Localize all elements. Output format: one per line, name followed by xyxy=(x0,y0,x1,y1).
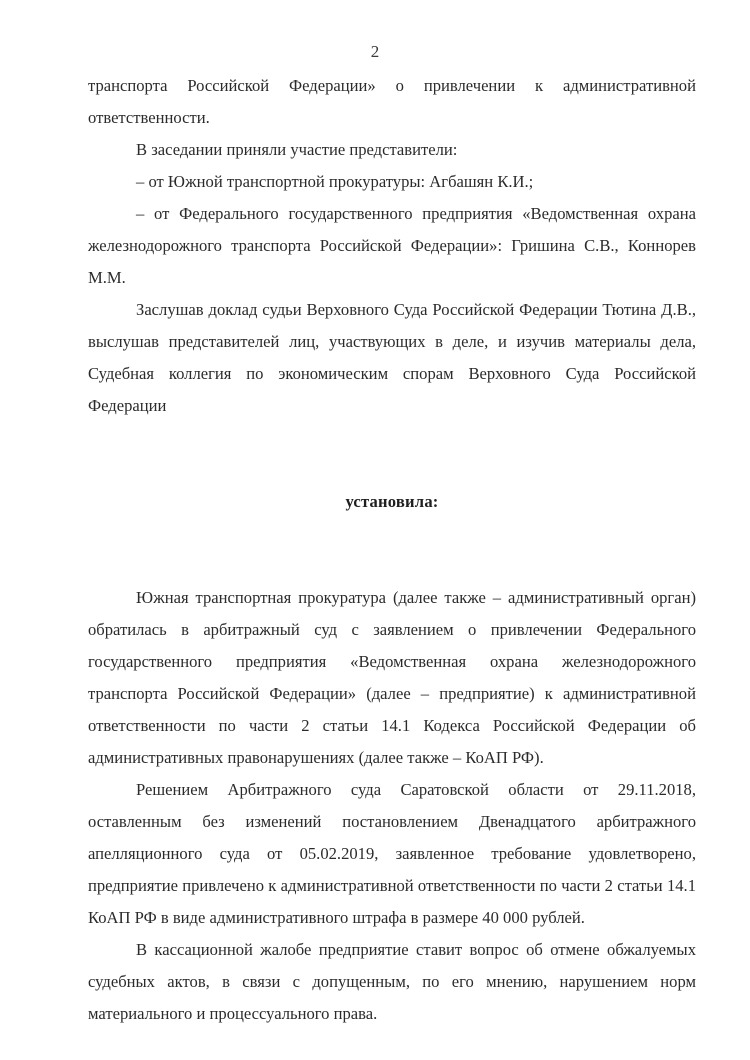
spacer-before-heading xyxy=(88,422,696,486)
heading-ustanovila: установила: xyxy=(345,492,439,511)
paragraph-court-decision: Решением Арбитражного суда Саратовской области от 29.11.2018, оставленным без изменений постановлением Двенадцатого арбитражного апелляционного суда от 05.02.2019, заявленное требование удовлетворено, предприятие привлечено к административной ответственности по части 2 статьи 14.1 КоАП РФ в виде административного штрафа в размере 40 000 рублей. xyxy=(88,780,696,927)
paragraph-continuation: транспорта Российской Федерации» о привлечении к административной ответственности. xyxy=(88,76,696,127)
paragraph-hearing-intro: В заседании приняли участие представители: xyxy=(136,140,458,159)
document-body xyxy=(88,70,696,1030)
paragraph-cassation-appeal: В кассационной жалобе предприятие ставит вопрос об отмене обжалуемых судебных актов, в связи с допущенным, по его мнению, нарушением норм материального и процессуального права. xyxy=(88,940,696,1023)
paragraph-judge-report: Заслушав доклад судьи Верховного Суда Российской Федерации Тютина Д.В., выслушав представителей лиц, участвующих в деле, и изучив материалы дела, Судебная коллегия по экономическим спорам Верховного Суда Российской Федерации xyxy=(88,300,696,415)
paragraph-party-prosecutor: – от Южной транспортной прокуратуры: Агбашян К.И.; xyxy=(136,172,534,191)
page-number: 2 xyxy=(370,42,380,61)
spacer-after-heading xyxy=(88,518,696,582)
paragraph-party-enterprise: – от Федерального государственного предприятия «Ведомственная охрана железнодорожного транспорта Российской Федерации»: Гришина С.В., Коннорев М.М. xyxy=(88,204,696,287)
paragraph-application: Южная транспортная прокуратура (далее также – административный орган) обратилась в арбитражный суд с заявлением о привлечении Федерального государственного предприятия «Ведомственная охрана железнодорожного транспорта Российской Федерации» (далее – предприятие) к административной ответственности по части 2 статьи 14.1 Кодекса Российской Федерации об административных правонарушениях (далее также – КоАП РФ). xyxy=(88,588,696,767)
